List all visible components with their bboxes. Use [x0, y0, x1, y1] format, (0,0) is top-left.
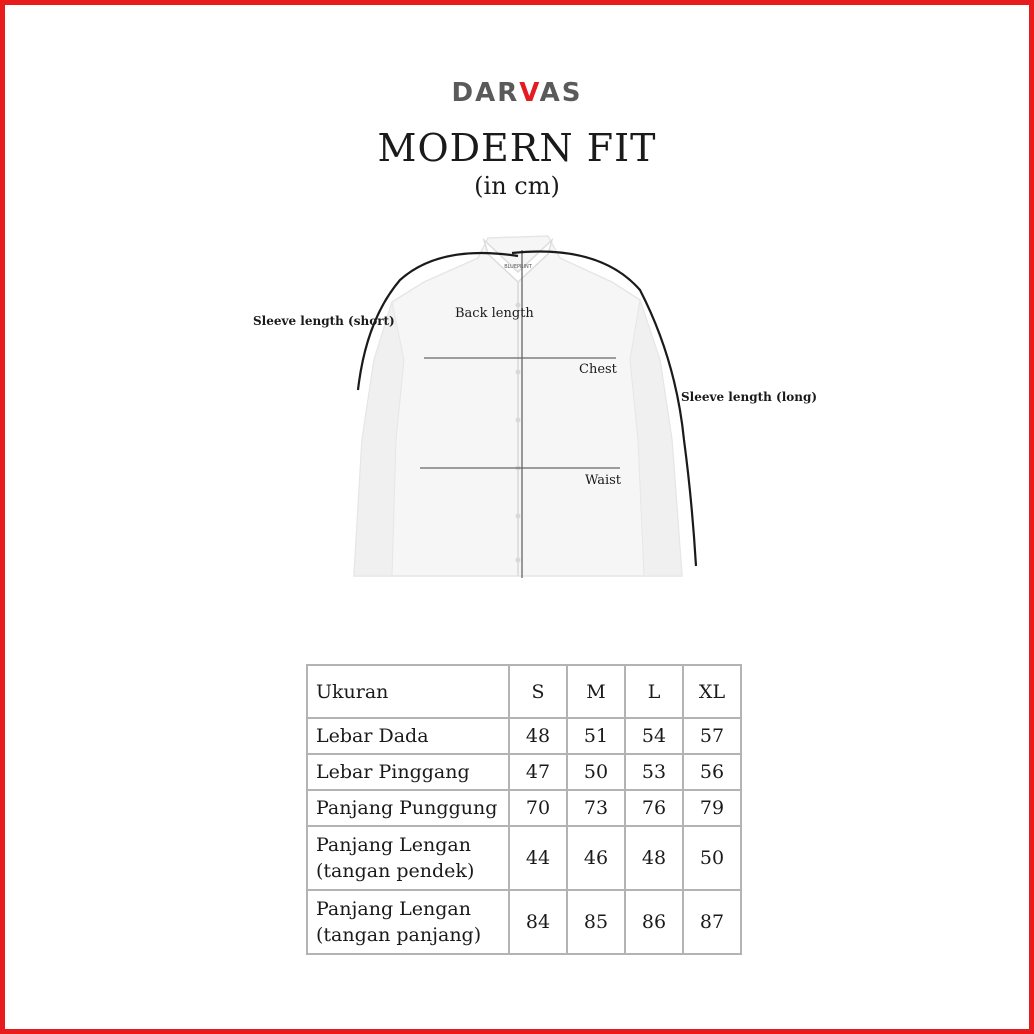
table-cell: 48 — [625, 826, 683, 890]
row-label: Lebar Pinggang — [307, 754, 509, 790]
table-row — [307, 826, 741, 890]
sleeve-short-label: Sleeve length (short) — [253, 314, 395, 328]
table-row — [307, 718, 741, 754]
table-cell: 86 — [625, 890, 683, 954]
table-cell: 70 — [509, 790, 567, 826]
row-label-line: Panjang Lengan — [316, 834, 471, 856]
chest-label: Chest — [579, 362, 617, 377]
header-cell: XL — [683, 665, 741, 718]
header-cell: L — [625, 665, 683, 718]
table-cell: 48 — [509, 718, 567, 754]
table-cell: 87 — [683, 890, 741, 954]
table-row — [307, 754, 741, 790]
table-cell: 44 — [509, 826, 567, 890]
table-cell: 47 — [509, 754, 567, 790]
row-label — [307, 890, 509, 954]
table-cell: 56 — [683, 754, 741, 790]
back-length-label: Back length — [455, 306, 534, 321]
waist-label: Waist — [585, 473, 622, 488]
row-label-line: (tangan panjang) — [316, 924, 482, 946]
header-cell: M — [567, 665, 625, 718]
table-cell: 50 — [567, 754, 625, 790]
table-header-row — [307, 665, 741, 718]
table-cell: 79 — [683, 790, 741, 826]
table-cell: 73 — [567, 790, 625, 826]
row-label — [307, 826, 509, 890]
sleeve-long-label: Sleeve length (long) — [681, 390, 818, 404]
size-table — [306, 664, 742, 955]
table-cell: 46 — [567, 826, 625, 890]
collar-tag: BLUEPRINT — [504, 264, 532, 270]
table-cell: 76 — [625, 790, 683, 826]
row-label: Lebar Dada — [307, 718, 509, 754]
table-cell: 50 — [683, 826, 741, 890]
table-cell: 54 — [625, 718, 683, 754]
header-cell: Ukuran — [307, 665, 509, 718]
row-label: Panjang Punggung — [307, 790, 509, 826]
table-cell: 85 — [567, 890, 625, 954]
table-cell: 84 — [509, 890, 567, 954]
table-cell: 51 — [567, 718, 625, 754]
table-cell: 53 — [625, 754, 683, 790]
row-label-line: Panjang Lengan — [316, 898, 471, 920]
page-title: MODERN FIT — [377, 126, 657, 170]
header-cell: S — [509, 665, 567, 718]
page-subtitle: (in cm) — [474, 172, 560, 200]
table-row — [307, 790, 741, 826]
table-cell: 57 — [683, 718, 741, 754]
row-label-line: (tangan pendek) — [316, 860, 475, 882]
table-row — [307, 890, 741, 954]
brand-logo: DARVAS — [451, 78, 583, 108]
